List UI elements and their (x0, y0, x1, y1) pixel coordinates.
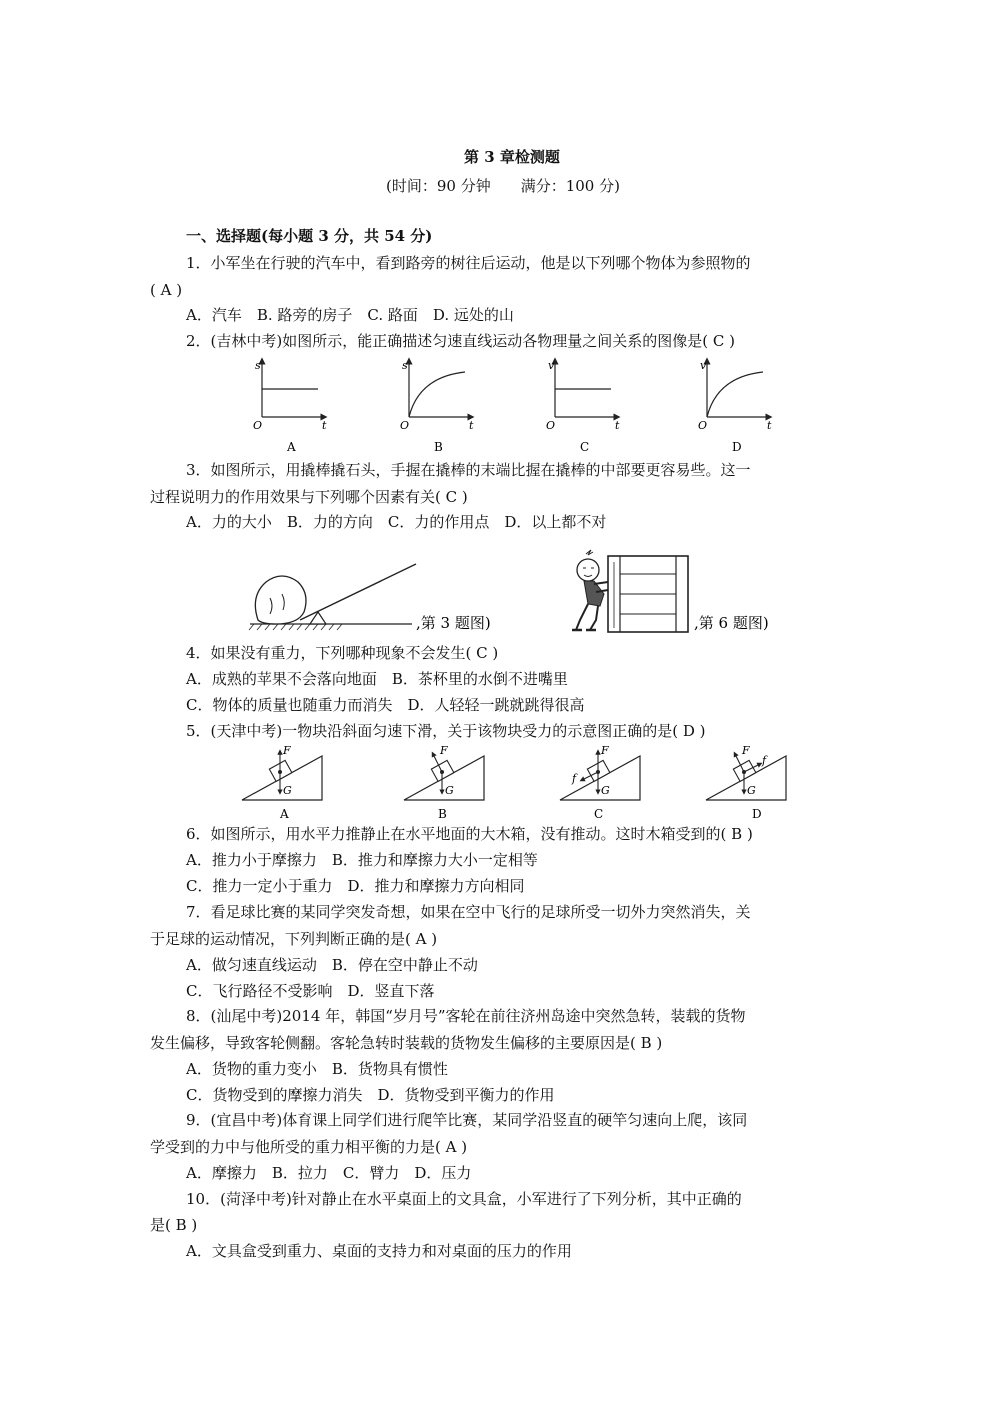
q10-options-1: A．文具盒受到重力、桌面的支持力和对桌面的压力的作用 (186, 1242, 572, 1260)
q4-options-2: C．物体的质量也随重力而消失 D．人轻轻一跳就跳得很高 (186, 696, 585, 714)
q9-stem-2: 学受到的力中与他所受的重力相平衡的力是( A ) (150, 1138, 468, 1156)
panel-d (706, 744, 786, 821)
panel-label: B (438, 807, 447, 821)
graph-b (400, 359, 474, 454)
panel-label: C (594, 807, 604, 821)
q6-stem: 6．如图所示，用水平力推静止在水平地面的大木箱，没有推动。这时木箱受到的( B ) (186, 825, 753, 843)
q7-stem-2: 于足球的运动情况，下列判断正确的是( A ) (150, 930, 438, 948)
graph-label: B (434, 440, 443, 454)
figure-caption: ,第 6 题图) (694, 614, 769, 632)
origin-label: O (698, 419, 708, 432)
force-label: F (601, 744, 609, 757)
q5-figure (0, 744, 993, 824)
graph-d (698, 359, 772, 454)
q2-stem: 2．(吉林中考)如图所示，能正确描述匀速直线运动各物理量之间关系的图像是( C ) (186, 332, 735, 350)
graph-a (253, 359, 327, 454)
figure-caption: ,第 3 题图) (416, 614, 491, 632)
exam-info: (时间：90 分钟 满分：100 分) (386, 177, 620, 195)
q10-stem-1: 10．(菏泽中考)针对静止在水平桌面上的文具盒，小军进行了下列分析，其中正确的 (186, 1190, 742, 1208)
origin-label: O (546, 419, 556, 432)
q2-figure (0, 355, 993, 455)
origin-label: O (400, 419, 410, 432)
q4-options-1: A．成熟的苹果不会落向地面 B．茶杯里的水倒不进嘴里 (186, 670, 568, 688)
axis-label: t (469, 419, 474, 432)
q7-stem-1: 7．看足球比赛的某同学突发奇想，如果在空中飞行的足球所受一切外力突然消失，关 (186, 903, 751, 921)
axis-label: v (548, 359, 555, 372)
lever-rock-illustration (249, 564, 416, 630)
q5-stem: 5．(天津中考)一物块沿斜面匀速下滑，关于该物块受力的示意图正确的是( D ) (186, 722, 706, 740)
force-label: G (445, 784, 454, 797)
q6-options-1: A．推力小于摩擦力 B．推力和摩擦力大小一定相等 (186, 851, 538, 869)
q8-options-1: A．货物的重力变小 B．货物具有惯性 (186, 1060, 448, 1078)
panel-b (404, 744, 484, 821)
force-label: G (283, 784, 292, 797)
axis-label: t (767, 419, 772, 432)
graph-c (546, 359, 620, 454)
q10-stem-2: 是( B ) (150, 1216, 198, 1234)
axis-label: t (322, 419, 327, 432)
q9-options: A．摩擦力 B．拉力 C．臂力 D．压力 (186, 1164, 472, 1182)
q7-options-1: A．做匀速直线运动 B．停在空中静止不动 (186, 956, 478, 974)
q3-options: A．力的大小 B．力的方向 C．力的作用点 D．以上都不对 (186, 513, 607, 531)
force-label: f (762, 754, 767, 767)
q6-options-2: C．推力一定小于重力 D．推力和摩擦力方向相同 (186, 877, 525, 895)
force-label: F (742, 744, 750, 757)
force-label: G (601, 784, 610, 797)
panel-label: A (280, 807, 289, 821)
q3-stem-2: 过程说明力的作用效果与下列哪个因素有关( C ) (150, 488, 468, 506)
q1-stem: 1．小军坐在行驶的汽车中，看到路旁的树往后运动，他是以下列哪个物体为参照物的 (186, 254, 751, 272)
force-label: G (747, 784, 756, 797)
axis-label: s (255, 359, 261, 372)
person-pushing-crate-illustration (572, 550, 688, 632)
q9-stem-1: 9．(宜昌中考)体育课上同学们进行爬竿比赛，某同学沿竖直的硬竿匀速向上爬，该同 (186, 1111, 748, 1129)
origin-label: O (253, 419, 263, 432)
figures-row (0, 548, 993, 638)
panel-c (560, 744, 640, 821)
q3-stem-1: 3．如图所示，用撬棒撬石头，手握在撬棒的末端比握在撬棒的中部要更容易些。这一 (186, 461, 751, 479)
q8-options-2: C．货物受到的摩擦力消失 D．货物受到平衡力的作用 (186, 1086, 555, 1104)
page-title: 第 3 章检测题 (464, 148, 560, 166)
q7-options-2: C．飞行路径不受影响 D．竖直下落 (186, 982, 435, 1000)
q1-options: A．汽车 B. 路旁的房子 C. 路面 D. 远处的山 (186, 306, 514, 324)
q8-stem-2: 发生偏移，导致客轮侧翻。客轮急转时装载的货物发生偏移的主要原因是( B ) (150, 1034, 663, 1052)
force-label: f (572, 772, 577, 785)
graph-label: C (580, 440, 590, 454)
section-heading: 一、选择题(每小题 3 分，共 54 分) (186, 227, 433, 245)
q8-stem-1: 8．(汕尾中考)2014 年，韩国“岁月号”客轮在前往济州岛途中突然急转，装载的货物 (186, 1007, 746, 1025)
panel-a (242, 744, 322, 821)
force-label: F (440, 744, 448, 757)
graph-label: A (287, 440, 296, 454)
graph-label: D (732, 440, 742, 454)
axis-label: s (402, 359, 408, 372)
q4-stem: 4．如果没有重力，下列哪种现象不会发生( C ) (186, 644, 499, 662)
force-label: F (283, 744, 291, 757)
q1-answer: ( A ) (150, 281, 183, 299)
panel-label: D (752, 807, 762, 821)
axis-label: v (700, 359, 707, 372)
axis-label: t (615, 419, 620, 432)
